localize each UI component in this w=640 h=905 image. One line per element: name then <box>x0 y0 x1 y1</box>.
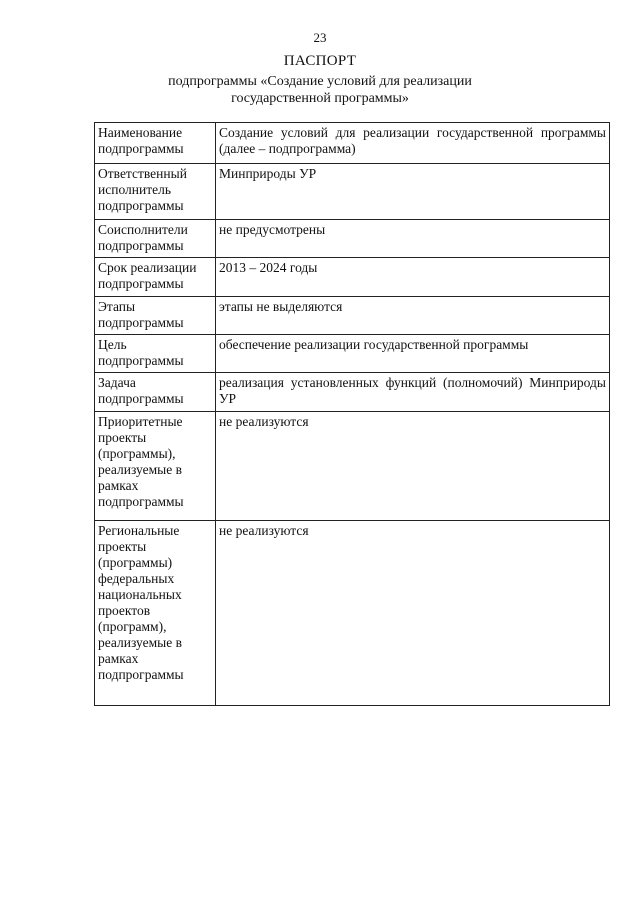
table-row <box>95 220 610 258</box>
table-row <box>95 521 610 706</box>
row-value: обеспечение реализации государственной программы <box>216 335 610 373</box>
row-value: не реализуются <box>216 412 610 521</box>
row-value: не реализуются <box>216 521 610 706</box>
row-label: Цель подпрограммы <box>95 335 216 373</box>
document-title: ПАСПОРТ <box>283 53 357 69</box>
row-label: Ответственный исполнитель подпрограммы <box>95 164 216 220</box>
row-value: Создание условий для реализации государственной программы (далее – подпрограмма) <box>216 123 610 164</box>
subtitle-line-1: подпрограммы «Создание условий для реализации <box>168 74 472 89</box>
document-subtitle <box>0 73 640 107</box>
row-value: не предусмотрены <box>216 220 610 258</box>
subtitle-line-2: государственной программы» <box>231 91 409 106</box>
row-value: реализация установленных функций (полномочий) Минприроды УР <box>216 373 610 412</box>
table-row <box>95 412 610 521</box>
row-label: Этапы подпрограммы <box>95 297 216 335</box>
row-label: Региональные проекты (программы) федеральных национальных проектов (программ), реализуемые в рамках подпрограммы <box>95 521 216 706</box>
table-row <box>95 164 610 220</box>
row-label: Приоритетные проекты (программы), реализуемые в рамках подпрограммы <box>95 412 216 521</box>
row-value: 2013 – 2024 годы <box>216 258 610 297</box>
row-label: Наименование подпрограммы <box>95 123 216 164</box>
table-row <box>95 373 610 412</box>
table-row <box>95 297 610 335</box>
table-row <box>95 335 610 373</box>
table-row <box>95 123 610 164</box>
table-row <box>95 258 610 297</box>
passport-table <box>94 122 610 706</box>
row-value: этапы не выделяются <box>216 297 610 335</box>
page-number: 23 <box>313 30 327 45</box>
row-label: Соисполнители подпрограммы <box>95 220 216 258</box>
row-label: Срок реализации подпрограммы <box>95 258 216 297</box>
row-value: Минприроды УР <box>216 164 610 220</box>
row-label: Задача подпрограммы <box>95 373 216 412</box>
